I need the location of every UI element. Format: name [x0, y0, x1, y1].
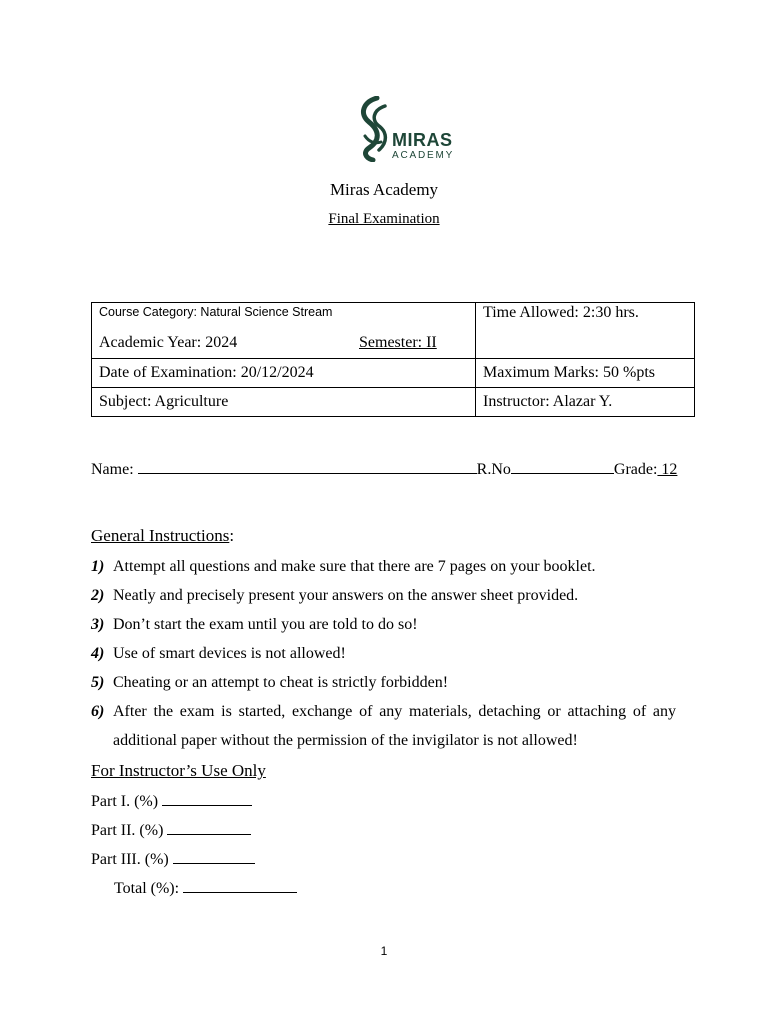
- instructions-list: [91, 552, 676, 755]
- total-score: Total (%):: [114, 878, 297, 898]
- category-year-cell: [92, 303, 476, 359]
- part1-score: Part I. (%): [91, 791, 252, 811]
- grade-label: Grade:: [613, 461, 658, 478]
- student-info-line: [91, 459, 677, 479]
- time-cell: [476, 303, 695, 359]
- instruction-item: 2) Neatly and precisely present your answers on the answer sheet provided.: [91, 587, 579, 604]
- grade-value: 12: [657, 461, 678, 478]
- instruction-item: 4) Use of smart devices is not allowed!: [91, 645, 346, 662]
- exam-info-table: [91, 302, 695, 417]
- part1-field[interactable]: [162, 791, 252, 806]
- part3-field[interactable]: [173, 849, 255, 864]
- instructions-heading: General Instructions:: [91, 526, 235, 545]
- exam-date: Date of Examination: 20/12/2024: [92, 359, 476, 388]
- name-field[interactable]: [138, 459, 477, 474]
- part3-score: Part III. (%): [91, 849, 255, 869]
- academic-year: Academic Year: 2024: [99, 334, 238, 351]
- course-category: Course Category: Natural Science Stream: [99, 305, 333, 319]
- total-field[interactable]: [183, 878, 297, 893]
- instruction-item: 3) Don’t start the exam until you are told to do so!: [91, 616, 418, 633]
- rno-label: R.No: [476, 461, 511, 478]
- instruction-item: 1) Attempt all questions and make sure that there are 7 pages on your booklet.: [91, 558, 596, 575]
- instructor: Instructor: Alazar Y.: [476, 388, 695, 417]
- logo-wordmark: MIRAS: [392, 130, 453, 150]
- instruction-item: 6) After the exam is started, exchange of any materials, detaching or attaching of any additional paper without the permission of the invigilator is not allowed!: [91, 703, 676, 749]
- part2-field[interactable]: [167, 820, 251, 835]
- logo-subtitle: ACADEMY: [392, 150, 455, 161]
- time-allowed: Time Allowed: 2:30 hrs.: [483, 304, 639, 321]
- instructor-use-heading: For Instructor’s Use Only: [91, 761, 266, 780]
- page-number: 1: [380, 944, 388, 958]
- part2-score: Part II. (%): [91, 820, 251, 840]
- page-title: Miras Academy: [329, 180, 439, 199]
- maximum-marks: Maximum Marks: 50 %pts: [476, 359, 695, 388]
- instruction-item: 5) Cheating or an attempt to cheat is strictly forbidden!: [91, 674, 449, 691]
- semester: Semester: II: [359, 334, 437, 351]
- subject: Subject: Agriculture: [92, 388, 476, 417]
- name-label: Name:: [91, 461, 138, 478]
- rno-field[interactable]: [511, 459, 614, 474]
- exam-type: Final Examination: [328, 211, 440, 227]
